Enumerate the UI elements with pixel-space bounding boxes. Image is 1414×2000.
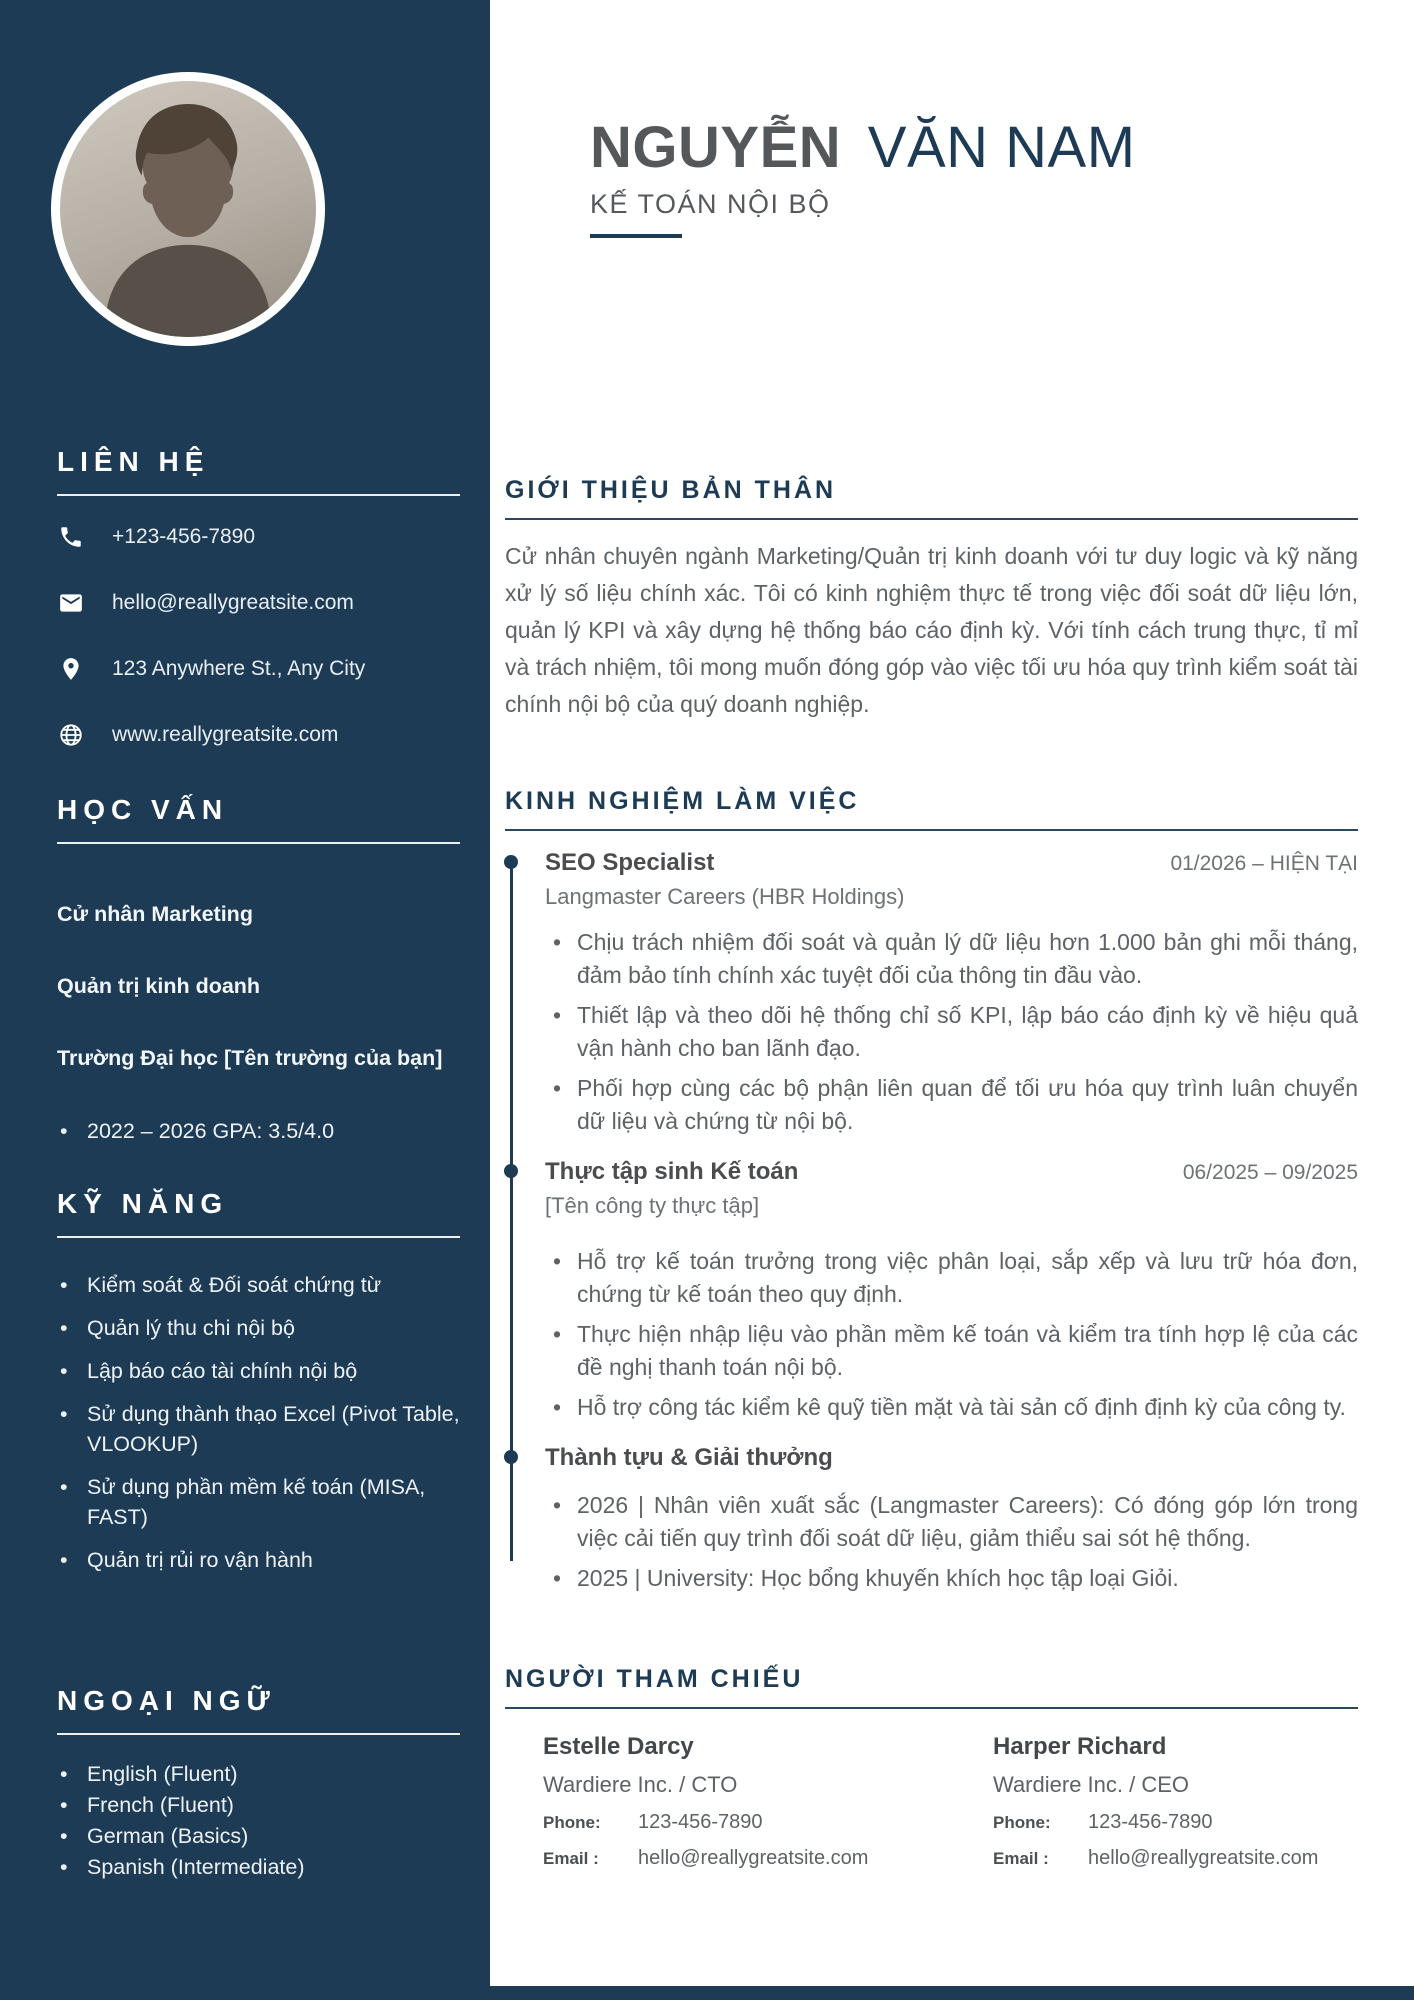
timeline-dot: [504, 1164, 518, 1178]
contact-phone: +123-456-7890: [112, 525, 256, 548]
languages-list: [57, 1759, 460, 1883]
reference-card-2: [993, 1733, 1358, 1870]
job-title: SEO Specialist: [545, 848, 715, 876]
education-lines: [57, 900, 460, 1072]
reference-name: Harper Richard: [993, 1732, 1167, 1760]
job-header: [545, 1156, 1358, 1187]
phone-label: Phone:: [993, 1812, 1051, 1832]
contact-row-email: [57, 588, 460, 618]
experience-section: [505, 787, 1358, 1595]
education-degree-2: Quản trị kinh doanh: [57, 974, 261, 998]
contact-list: [57, 522, 460, 750]
reference-email-row: [993, 1847, 1358, 1870]
profile-photo-silhouette: [60, 81, 316, 337]
about-section: [505, 476, 1358, 723]
languages-section: [57, 1685, 460, 1883]
reference-email-row: [543, 1847, 908, 1870]
experience-timeline: [505, 847, 1358, 1595]
timeline-dot: [504, 855, 518, 869]
job-dates: 01/2026 – HIỆN TẠI: [1170, 851, 1358, 875]
profile-photo: [51, 72, 325, 346]
education-heading-rule: [57, 842, 460, 844]
job-bullet: • Thiết lập và theo dõi hệ thống chỉ số KPI, lập báo cáo định kỳ về hiệu quả vận hành cho ban lãnh đạo.: [545, 999, 1358, 1065]
reference-card-1: [543, 1733, 908, 1870]
skill-item: • Quản trị rủi ro vận hành: [57, 1545, 460, 1575]
bottom-accent-bar: [0, 1986, 1414, 2000]
job-bullet-list: [545, 926, 1358, 1138]
email-label: Email :: [993, 1848, 1049, 1868]
contact-row-address: [57, 654, 460, 684]
email-icon: [57, 590, 84, 617]
job-bullet: • Chịu trách nhiệm đối soát và quản lý dữ liệu hơn 1.000 bản ghi mỗi tháng, đảm bảo tính chính xác tuyệt đối của thông tin đầu vào.: [545, 926, 1358, 992]
experience-heading: KINH NGHIỆM LÀM VIỆC: [505, 786, 860, 815]
language-item: • English (Fluent): [57, 1759, 460, 1790]
job-entry-accounting-intern: [545, 1156, 1358, 1424]
reference-role: Wardiere Inc. / CEO: [993, 1771, 1190, 1797]
sidebar: [0, 0, 490, 2000]
references-section: [505, 1665, 1358, 1870]
about-text: Cử nhân chuyên ngành Marketing/Quản trị kinh doanh với tư duy logic và kỹ năng xử lý số liệu chính xác. Tôi có kinh nghiệm thực tế trong việc đối soát dữ liệu lớn, quản lý KPI và xây dựng hệ thống báo cáo định kỳ. Với tính cách trung thực, tỉ mỉ và trách nhiệm, tôi mong muốn đóng góp vào việc tối ưu hóa quy trình kiểm soát tài chính nội bộ của quý doanh nghiệp.: [505, 542, 1358, 717]
job-title: Thực tập sinh Kế toán: [545, 1157, 799, 1185]
title-underline: [590, 234, 682, 238]
job-bullet: • Phối hợp cùng các bộ phận liên quan để tối ưu hóa quy trình luân chuyển dữ liệu và chứng từ nội bộ.: [545, 1072, 1358, 1138]
reference-role: Wardiere Inc. / CTO: [543, 1771, 738, 1797]
job-bullet-list: [545, 1245, 1358, 1424]
contact-website: www.reallygreatsite.com: [112, 723, 339, 746]
contact-row-website: [57, 720, 460, 750]
main-column: [490, 0, 1414, 2000]
achievement-bullet: • 2025 | University: Học bổng khuyến khích học tập loại Giỏi.: [545, 1562, 1358, 1595]
language-item: • French (Fluent): [57, 1790, 460, 1821]
education-gpa: • 2022 – 2026 GPA: 3.5/4.0: [57, 1116, 460, 1146]
education-section: [57, 794, 460, 1146]
job-bullet: • Thực hiện nhập liệu vào phần mềm kế toán và kiểm tra tính hợp lệ của các đề nghị thanh toán nội bộ.: [545, 1318, 1358, 1384]
skills-heading-rule: [57, 1236, 460, 1238]
contact-address: 123 Anywhere St., Any City: [112, 657, 366, 680]
skills-section: [57, 1188, 460, 1575]
skill-item: • Sử dụng thành thạo Excel (Pivot Table, VLOOKUP): [57, 1399, 460, 1459]
reference-phone: 123-456-7890: [638, 1810, 763, 1833]
phone-icon: [57, 524, 84, 551]
job-bullet: • Hỗ trợ công tác kiểm kê quỹ tiền mặt và tài sản cố định định kỳ của công ty.: [545, 1391, 1358, 1424]
reference-columns: [505, 1733, 1358, 1870]
languages-heading: NGOẠI NGỮ: [57, 1685, 276, 1716]
skill-item: • Lập báo cáo tài chính nội bộ: [57, 1356, 460, 1386]
job-header: [545, 847, 1358, 878]
contact-email: hello@reallygreatsite.com: [112, 591, 354, 614]
reference-name: Estelle Darcy: [543, 1732, 694, 1760]
experience-heading-rule: [505, 829, 1358, 831]
location-icon: [57, 656, 84, 683]
achievement-bullet: • 2026 | Nhân viên xuất sắc (Langmaster Careers): Có đóng góp lớn trong việc cải tiến quy trình đối soát dữ liệu, giảm thiểu sai sót hệ thống.: [545, 1489, 1358, 1555]
skill-item: • Kiểm soát & Đối soát chứng từ: [57, 1270, 460, 1300]
reference-phone-row: [543, 1811, 908, 1834]
language-item: • Spanish (Intermediate): [57, 1852, 460, 1883]
achievements-title: Thành tựu & Giải thưởng: [545, 1443, 833, 1471]
job-dates: 06/2025 – 09/2025: [1182, 1160, 1358, 1184]
candidate-first-name: NGUYỄN: [590, 115, 842, 180]
achievement-bullet-list: [545, 1489, 1358, 1595]
languages-heading-rule: [57, 1733, 460, 1735]
references-heading-rule: [505, 1707, 1358, 1709]
achievements-entry: [545, 1442, 1358, 1595]
email-label: Email :: [543, 1848, 599, 1868]
candidate-name: [590, 116, 1358, 181]
about-heading-rule: [505, 518, 1358, 520]
candidate-last-name: VĂN NAM: [867, 115, 1136, 180]
job-entry-seo-specialist: [545, 847, 1358, 1138]
education-degree-1: Cử nhân Marketing: [57, 902, 253, 926]
job-company: [Tên công ty thực tập]: [545, 1192, 760, 1218]
phone-label: Phone:: [543, 1812, 601, 1832]
contact-heading: LIÊN HỆ: [57, 446, 210, 477]
education-school: Trường Đại học [Tên trường của bạn]: [57, 1046, 443, 1070]
globe-icon: [57, 722, 84, 749]
education-heading: HỌC VẤN: [57, 794, 229, 825]
skills-list: [57, 1270, 460, 1575]
candidate-job-title: KẾ TOÁN NỘI BỘ: [590, 188, 831, 219]
skill-item: • Sử dụng phần mềm kế toán (MISA, FAST): [57, 1472, 460, 1532]
job-bullet: • Hỗ trợ kế toán trưởng trong việc phân loại, sắp xếp và lưu trữ hóa đơn, chứng từ kế toán theo quy định.: [545, 1245, 1358, 1311]
language-item: • German (Basics): [57, 1821, 460, 1852]
job-company: Langmaster Careers (HBR Holdings): [545, 883, 905, 909]
skill-item: • Quản lý thu chi nội bộ: [57, 1313, 460, 1343]
references-heading: NGƯỜI THAM CHIẾU: [505, 1664, 804, 1693]
education-gpa-list: [57, 1116, 460, 1146]
job-header: [545, 1442, 1358, 1473]
skills-heading: KỸ NĂNG: [57, 1188, 229, 1219]
name-block: [505, 0, 1358, 238]
reference-phone: 123-456-7890: [1088, 1810, 1213, 1833]
timeline-dot: [504, 1450, 518, 1464]
about-heading: GIỚI THIỆU BẢN THÂN: [505, 475, 837, 504]
reference-email: hello@reallygreatsite.com: [1088, 1846, 1319, 1869]
contact-heading-rule: [57, 494, 460, 496]
contact-section: [57, 446, 460, 750]
reference-email: hello@reallygreatsite.com: [638, 1846, 869, 1869]
reference-phone-row: [993, 1811, 1358, 1834]
contact-row-phone: [57, 522, 460, 552]
